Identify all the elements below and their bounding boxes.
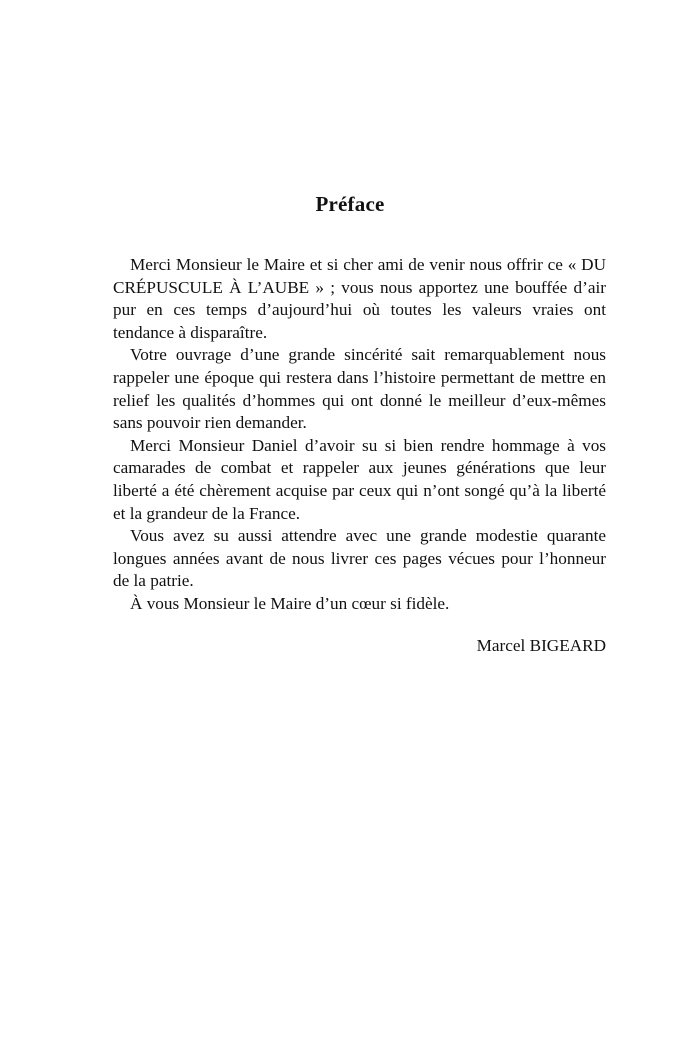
paragraph-5: À vous Monsieur le Maire d’un cœur si fidèle. bbox=[130, 593, 450, 613]
signature: Marcel BIGEARD bbox=[476, 636, 606, 655]
paragraph-2: Votre ouvrage d’une grande sincérité sait remarquablement nous rappeler une époque qui restera dans l’histoire permettant de mettre en relief les qualités d’hommes qui ont donné le meilleur d’eux-mêmes sans pouvoir rien demander. bbox=[113, 345, 606, 433]
paragraph-3: Merci Monsieur Daniel d’avoir su si bien rendre hommage à vos camarades de combat et rappeler aux jeunes générations que leur liberté a été chèrement acquise par ceux qui n’ont songé qu’à la liberté et la grandeur de la France. bbox=[113, 435, 606, 523]
page-title: Préface bbox=[315, 192, 385, 216]
preface-body bbox=[113, 254, 606, 616]
paragraph-4: Vous avez su aussi attendre avec une grande modestie quarante longues années avant de nous livrer ces pages vécues pour l’honneur de la patrie. bbox=[113, 526, 606, 591]
paragraph-1: Merci Monsieur le Maire et si cher ami de venir nous offrir ce « DU CRÉPUSCULE À L’AUBE » ; vous nous apportez une bouffée d’air pur en ces temps d’aujourd’hui où toutes les valeurs vraies ont tendance à disparaître. bbox=[113, 255, 606, 342]
